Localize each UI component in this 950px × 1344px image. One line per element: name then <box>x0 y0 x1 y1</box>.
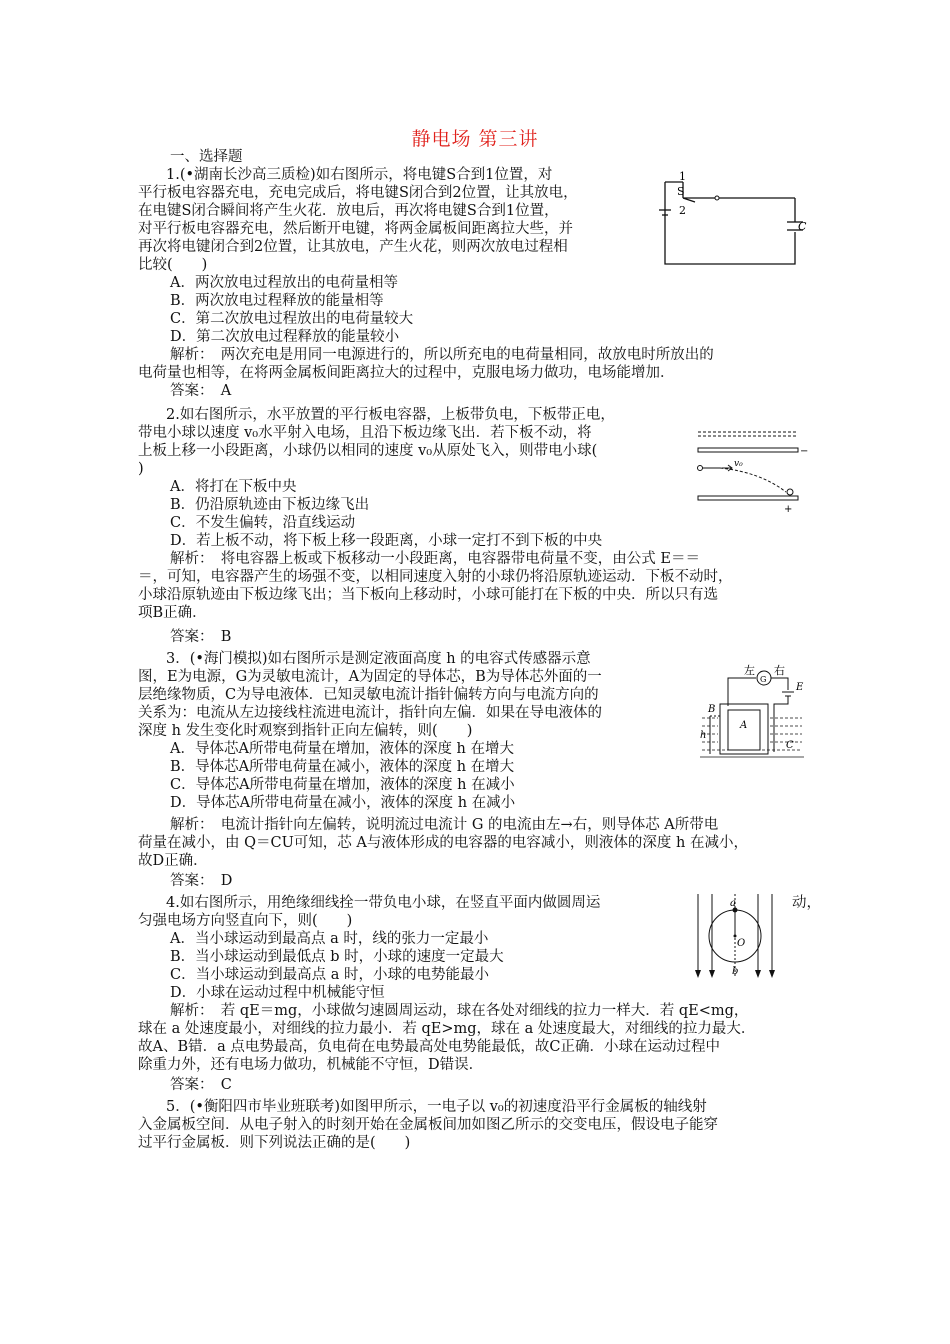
q2-answer: 答案： B <box>170 629 232 645</box>
q4-line1-tail: 动， <box>792 895 821 911</box>
q2-solution-1: 解析： 将电容器上板或下板移动一小段距离，电容器带电荷量不变，由公式 E＝＝ <box>170 551 700 567</box>
q1-solution-1: 解析： 两次充电是用同一电源进行的，所以所充电的电荷量相同，故放电时所放出的 <box>170 347 714 363</box>
q3-option-c: C．导体芯A所带电荷量在增加，液体的深度 h 在减小 <box>170 777 515 793</box>
q1-solution-2: 电荷量也相等，在将两金属板间距离拉大的过程中，克服电场力做功，电场能增加． <box>138 365 675 381</box>
q1-fig-label-c: C <box>798 220 807 233</box>
q3-line5: 深度 h 发生变化时观察到指针正向左偏转，则( ) <box>138 723 473 739</box>
q3-fig-left: 左 <box>744 664 755 677</box>
q3-solution-3: 故D正确． <box>138 853 208 869</box>
q5-line2: 入金属板空间．从电子射入的时刻开始在金属板间加如图乙所示的交变电压，假设电子能穿 <box>138 1117 718 1133</box>
q1-line6: 比较( ) <box>138 257 208 273</box>
q3-answer: 答案： D <box>170 873 233 889</box>
q4-option-a: A．当小球运动到最高点 a 时，线的张力一定最小 <box>170 931 489 947</box>
q1-option-a: A．两次放电过程放出的电荷量相等 <box>170 275 398 291</box>
q2-fig-v0: v₀ <box>734 459 743 469</box>
q4-fig-b: b <box>732 966 739 977</box>
q2-option-b: B．仍沿原轨迹由下板边缘飞出 <box>170 497 370 513</box>
q4-option-d: D．小球在运动过程中机械能守恒 <box>170 985 385 1001</box>
q2-line3: 上板上移一小段距离，小球仍以相同的速度 v₀从原处飞入，则带电小球( <box>138 443 598 459</box>
q2-solution-4: 项B正确． <box>138 605 207 621</box>
q4-fig-o: O <box>737 938 746 949</box>
q3-line4: 关系为：电流从左边接线柱流进电流计，指针向左偏．如果在导电液体的 <box>138 705 602 721</box>
q1-fig-label-s: S <box>677 185 685 198</box>
q3-fig-g: G <box>760 675 767 684</box>
q4-option-b: B．当小球运动到最低点 b 时，小球的速度一定最大 <box>170 949 504 965</box>
q3-sensor-figure <box>698 660 810 760</box>
q4-fig-a: a <box>730 898 736 909</box>
q4-solution-2: 球在 a 处速度最小，对细线的拉力最小．若 qE>mg，球在 a 处速度最大，对细线的拉力最大． <box>138 1021 756 1037</box>
q2-option-c: C．不发生偏转，沿直线运动 <box>170 515 356 531</box>
q1-circuit-figure <box>655 168 805 268</box>
q4-line2: 匀强电场方向竖直向下，则( ) <box>138 913 353 929</box>
q2-line4: ) <box>138 461 144 477</box>
q1-line5: 再次将电键闭合到2位置，让其放电，产生火花，则两次放电过程相 <box>138 239 568 255</box>
q3-option-d: D．导体芯A所带电荷量在减小，液体的深度 h 在减小 <box>170 795 516 811</box>
q5-line1: 5．(•衡阳四市毕业班联考)如图甲所示，一电子以 v₀的初速度沿平行金属板的轴线射 <box>166 1099 707 1115</box>
q2-fig-minus: − <box>800 446 809 457</box>
q1-answer: 答案： A <box>170 383 232 399</box>
q3-line2: 图，E为电源，G为灵敏电流计，A为固定的导体芯，B为导体芯外面的一 <box>138 669 602 685</box>
q1-line2: 平行板电容器充电，充电完成后，将电键S闭合到2位置，让其放电， <box>138 185 578 201</box>
q3-fig-right: 右 <box>774 664 785 677</box>
q1-option-c: C．第二次放电过程放出的电荷量较大 <box>170 311 414 327</box>
q3-option-b: B．导体芯A所带电荷量在减小，液体的深度 h 在增大 <box>170 759 515 775</box>
q4-answer: 答案： C <box>170 1077 232 1093</box>
q4-option-c: C．当小球运动到最高点 a 时，小球的电势能最小 <box>170 967 489 983</box>
q1-fig-label-2: 2 <box>679 204 686 217</box>
q4-solution-4: 除重力外，还有电场力做功，机械能不守恒，D错误． <box>138 1057 484 1073</box>
q2-fig-plus: + <box>784 504 793 515</box>
q2-option-d: D．若上板不动，将下板上移一段距离，小球一定打不到下板的中央 <box>170 533 603 549</box>
q2-line2: 带电小球以速度 v₀水平射入电场，且沿下板边缘飞出．若下板不动，将 <box>138 425 592 441</box>
q1-line3: 在电键S闭合瞬间将产生火花．放电后，再次将电键S合到1位置， <box>138 203 559 219</box>
q1-option-d: D．第二次放电过程释放的能量较小 <box>170 329 400 345</box>
q4-field-figure <box>690 890 782 982</box>
q4-line1: 4.如右图所示，用绝缘细线拴一带负电小球，在竖直平面内做圆周运 <box>166 895 601 911</box>
q2-option-a: A．将打在下板中央 <box>170 479 297 495</box>
q3-solution-2: 荷量在减小，由 Q＝CU可知，芯 A与液体形成的电容器的电容减小，则液体的深度 h 在减小， <box>138 835 748 851</box>
q3-fig-a: A <box>740 720 748 731</box>
q1-fig-label-1: 1 <box>679 170 686 183</box>
q4-solution-3: 故A、B错．a 点电势最高，负电荷在电势最高处电势能最低，故C正确．小球在运动过程中 <box>138 1039 720 1055</box>
q3-fig-b: B <box>708 704 716 715</box>
q3-fig-h: h <box>700 730 707 741</box>
page-title: 静电场 第三讲 <box>411 128 539 150</box>
section-heading: 一、选择题 <box>170 149 243 165</box>
q5-line3: 过平行金属板．则下列说法正确的是( ) <box>138 1135 411 1151</box>
q3-solution-1: 解析： 电流计指针向左偏转，说明流过电流计 G 的电流由左→右，则导体芯 A所带电 <box>170 817 719 833</box>
q2-line1: 2.如右图所示，水平放置的平行板电容器，上板带负电，下板带正电， <box>166 407 615 423</box>
q3-fig-e: E <box>796 682 804 693</box>
q2-solution-3: 小球沿原轨迹由下板边缘飞出；当下板向上移动时，小球可能打在下板的中央．所以只有选 <box>138 587 718 603</box>
q3-fig-c: C <box>786 740 794 751</box>
q4-solution-1: 解析： 若 qE＝mg，小球做匀速圆周运动，球在各处对细线的拉力一样大．若 qE<mg， <box>170 1003 749 1019</box>
q2-solution-2: ＝，可知，电容器产生的场强不变，以相同速度入射的小球仍将沿原轨迹运动．下板不动时， <box>138 569 733 585</box>
q2-capacitor-figure <box>690 424 810 516</box>
q1-line1: 1.(•湖南长沙高三质检)如右图所示，将电键S合到1位置，对 <box>166 167 553 183</box>
q3-line3: 层绝缘物质，C为导电液体．已知灵敏电流计指针偏转方向与电流方向的 <box>138 687 599 703</box>
q1-line4: 对平行板电容器充电，然后断开电键，将两金属板间距离拉大些，并 <box>138 221 573 237</box>
q1-option-b: B．两次放电过程释放的能量相等 <box>170 293 384 309</box>
q3-option-a: A．导体芯A所带电荷量在增加，液体的深度 h 在增大 <box>170 741 514 757</box>
q3-line1: 3．(•海门模拟)如右图所示是测定液面高度 h 的电容式传感器示意 <box>166 651 591 667</box>
